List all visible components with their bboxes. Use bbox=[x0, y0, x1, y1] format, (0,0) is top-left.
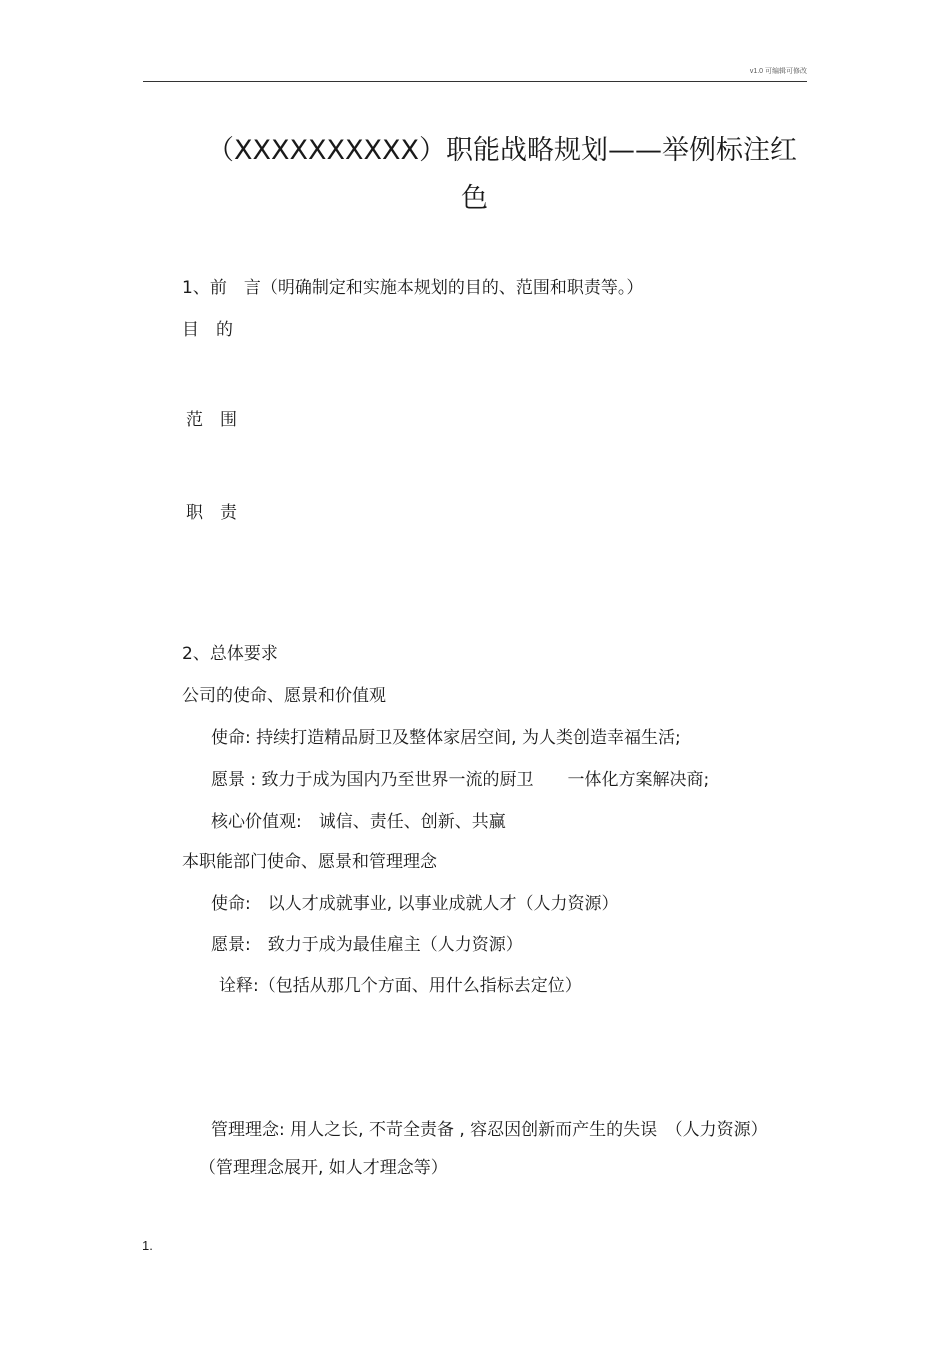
document-title-line1: （XXXXXXXXXX）职能战略规划——举例标注红 bbox=[207, 135, 797, 166]
company-heading: 公司的使命、愿景和价值观 bbox=[182, 686, 386, 706]
duty-label: 职 责 bbox=[186, 503, 237, 523]
section2-heading: 2、总体要求 bbox=[182, 644, 278, 664]
company-values: 核心价值观: 诚信、责任、创新、共赢 bbox=[211, 812, 506, 832]
management-concept-expand: （管理理念展开, 如人才理念等） bbox=[199, 1158, 448, 1178]
document-title-line2: 色 bbox=[461, 183, 488, 214]
company-vision: 愿景 : 致力于成为国内乃至世界一流的厨卫 一体化方案解决商; bbox=[211, 770, 710, 790]
version-note: v1.0 可编辑可修改 bbox=[749, 68, 807, 75]
dept-heading: 本职能部门使命、愿景和管理理念 bbox=[182, 852, 437, 872]
purpose-label: 目 的 bbox=[182, 320, 233, 340]
section1-heading: 1、前 言（明确制定和实施本规划的目的、范围和职责等。） bbox=[182, 278, 644, 298]
management-concept: 管理理念: 用人之长, 不苛全责备 , 容忍因创新而产生的失误 （人力资源） bbox=[211, 1120, 768, 1140]
header-rule bbox=[143, 81, 807, 82]
dept-vision: 愿景: 致力于成为最佳雇主（人力资源） bbox=[211, 935, 523, 955]
scope-label: 范 围 bbox=[186, 410, 237, 430]
company-mission: 使命: 持续打造精品厨卫及整体家居空间, 为人类创造幸福生活; bbox=[211, 728, 681, 748]
dept-mission: 使命: 以人才成就事业, 以事业成就人才（人力资源） bbox=[211, 894, 619, 914]
dept-note: 诠释:（包括从那几个方面、用什么指标去定位） bbox=[219, 976, 582, 996]
page-number: 1. bbox=[142, 1238, 153, 1253]
